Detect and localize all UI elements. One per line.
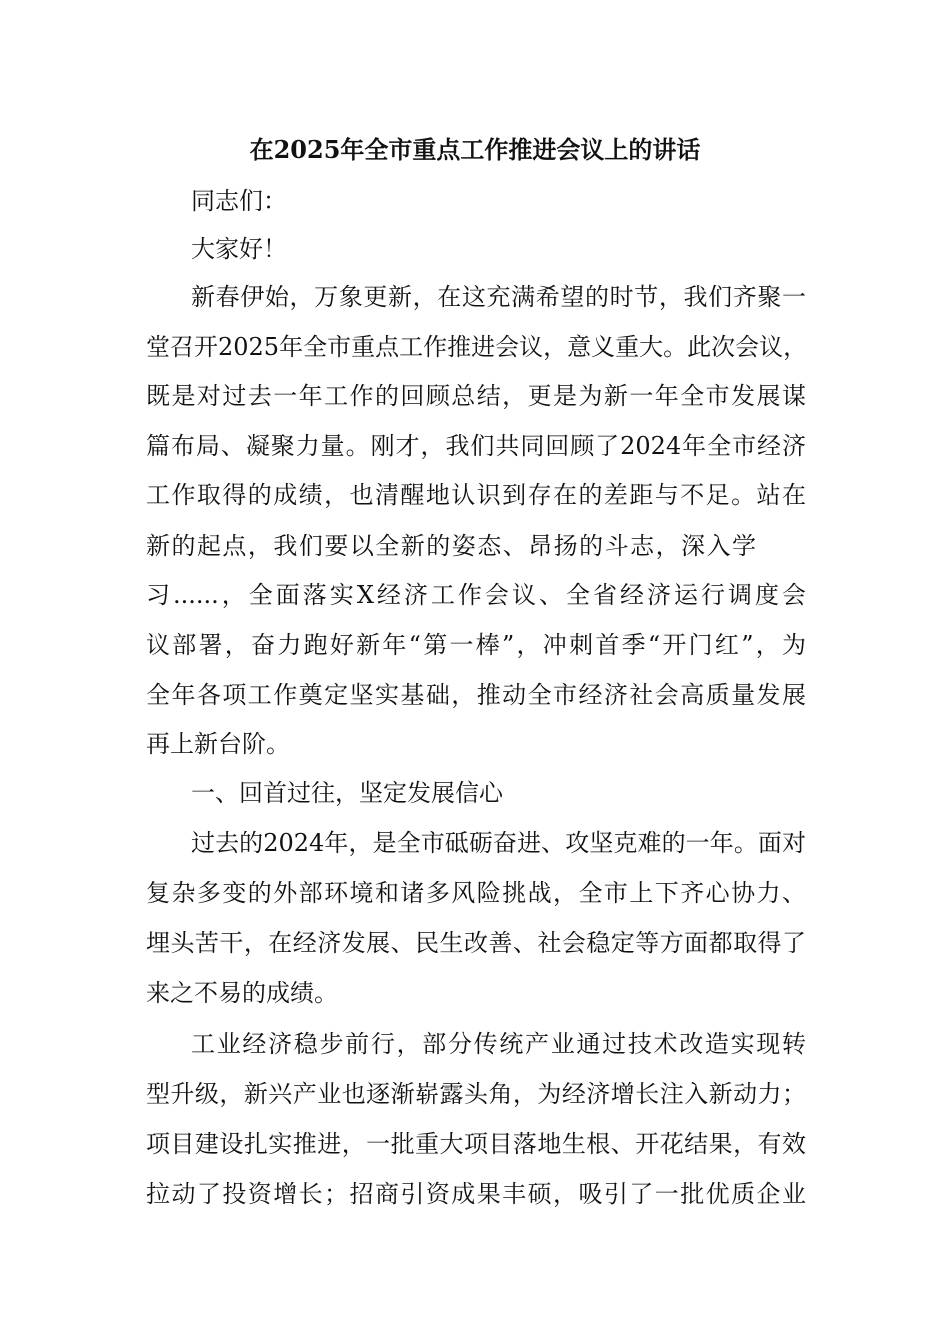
paragraph-line: 新的起点，我们要以全新的姿态、昂扬的斗志，深入学 — [146, 532, 756, 560]
paragraph-line: 全年各项工作奠定坚实基础，推动全市经济社会高质量发展 — [146, 681, 806, 709]
salutation: 同志们： — [191, 187, 287, 215]
paragraph-line: 既是对过去一年工作的回顾总结，更是为新一年全市发展谋 — [146, 382, 806, 410]
paragraph-line: 堂召开2025年全市重点工作推进会议，意义重大。此次会议， — [146, 333, 808, 361]
paragraph-line: 埋头苦干，在经济发展、民生改善、社会稳定等方面都取得了 — [146, 929, 806, 957]
paragraph-line: 新春伊始，万象更新，在这充满希望的时节，我们齐聚一 — [191, 283, 806, 311]
paragraph-line: 工业经济稳步前行，部分传统产业通过技术改造实现转 — [191, 1030, 806, 1058]
greeting: 大家好！ — [191, 235, 287, 263]
paragraph-line: 篇布局、凝聚力量。刚才，我们共同回顾了2024年全市经济 — [146, 432, 806, 460]
paragraph-line: 过去的2024年，是全市砥砺奋进、攻坚克难的一年。面对 — [191, 829, 806, 857]
paragraph-line: 项目建设扎实推进，一批重大项目落地生根、开花结果，有效 — [146, 1130, 806, 1158]
paragraph-line: 工作取得的成绩，也清醒地认识到存在的差距与不足。站在 — [146, 481, 806, 509]
paragraph-line: 来之不易的成绩。 — [146, 979, 338, 1007]
paragraph-line: 型升级，新兴产业也逐渐崭露头角，为经济增长注入新动力； — [146, 1080, 806, 1108]
paragraph-line: 议部署，奋力跑好新年“第一棒”，冲刺首季“开门红”，为 — [146, 631, 806, 659]
section-heading: 一、回首过往，坚定发展信心 — [191, 779, 503, 807]
paragraph-line: 复杂多变的外部环境和诸多风险挑战，全市上下齐心协力、 — [146, 879, 806, 907]
paragraph-line: 再上新台阶。 — [146, 730, 290, 758]
paragraph-line: 习......，全面落实X经济工作会议、全省经济运行调度会 — [146, 581, 806, 609]
document-title: 在2025年全市重点工作推进会议上的讲话 — [249, 135, 701, 164]
paragraph-line: 拉动了投资增长；招商引资成果丰硕，吸引了一批优质企业 — [146, 1180, 806, 1208]
